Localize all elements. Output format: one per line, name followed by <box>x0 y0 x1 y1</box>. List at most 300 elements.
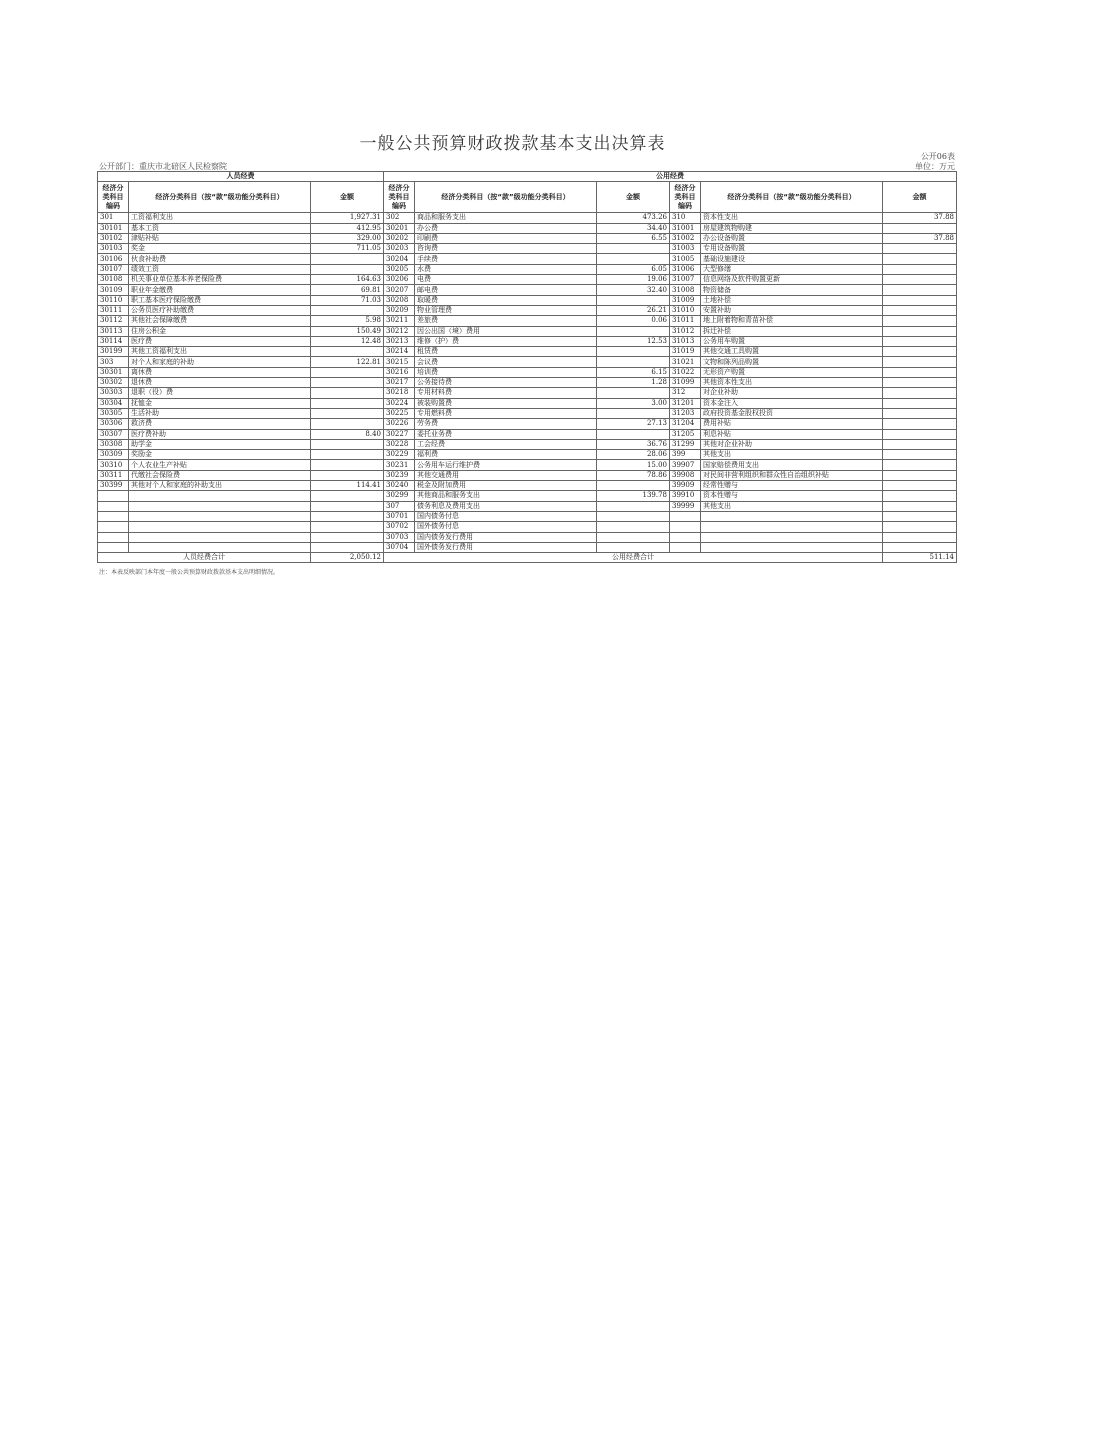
personnel-code-cell <box>98 542 129 552</box>
table-row <box>98 347 957 357</box>
table-row <box>98 408 957 418</box>
public-b-code-cell <box>670 532 701 542</box>
public-b-code-cell <box>670 511 701 521</box>
public-a-name-cell: 电费 <box>415 275 597 285</box>
public-a-amount-cell <box>597 481 670 491</box>
public-b-amount-cell <box>883 460 957 470</box>
table-row <box>98 429 957 439</box>
public-b-name-cell: 大型修缮 <box>701 264 883 274</box>
public-b-code-cell: 39908 <box>670 470 701 480</box>
public-a-amount-cell <box>597 532 670 542</box>
public-b-name-cell: 国家赔偿费用支出 <box>701 460 883 470</box>
public-a-name-cell: 因公出国（境）费用 <box>415 326 597 336</box>
personnel-amount-cell <box>311 532 384 542</box>
personnel-amount-cell <box>311 501 384 511</box>
public-a-code-cell: 30229 <box>384 450 415 460</box>
public-total-label: 公用经费合计 <box>384 553 883 563</box>
personnel-name-cell: 医疗费补助 <box>129 429 311 439</box>
personnel-name-cell: 住房公积金 <box>129 326 311 336</box>
public-b-amount-cell <box>883 264 957 274</box>
public-b-name-cell: 拆迁补偿 <box>701 326 883 336</box>
public-b-name-cell: 文物和陈列品购置 <box>701 357 883 367</box>
public-b-code-cell: 312 <box>670 388 701 398</box>
public-header: 公用经费 <box>384 172 957 182</box>
personnel-amount-cell: 412.95 <box>311 223 384 233</box>
public-a-code-cell: 30215 <box>384 357 415 367</box>
public-a-name-cell: 会议费 <box>415 357 597 367</box>
form-code: 公开06表 <box>920 152 955 161</box>
public-a-amount-cell <box>597 522 670 532</box>
public-a-name-cell: 工会经费 <box>415 439 597 449</box>
totals-row <box>98 553 957 563</box>
table-row <box>98 398 957 408</box>
public-a-name-cell: 专用燃料费 <box>415 408 597 418</box>
personnel-code-cell <box>98 491 129 501</box>
personnel-code-cell: 30301 <box>98 367 129 377</box>
public-a-code-cell: 30239 <box>384 470 415 480</box>
public-b-code-cell: 31201 <box>670 398 701 408</box>
table-row <box>98 542 957 552</box>
public-a-code-cell: 30218 <box>384 388 415 398</box>
public-a-code-cell: 30205 <box>384 264 415 274</box>
personnel-amount-cell <box>311 264 384 274</box>
public-a-code-cell: 30240 <box>384 481 415 491</box>
personnel-code-cell: 30308 <box>98 439 129 449</box>
code-header: 经济分类科目编码 <box>98 182 129 213</box>
personnel-name-cell: 奖励金 <box>129 450 311 460</box>
public-b-code-cell: 31021 <box>670 357 701 367</box>
public-b-name-cell <box>701 532 883 542</box>
public-a-name-cell: 培训费 <box>415 367 597 377</box>
public-b-code-cell: 31005 <box>670 254 701 264</box>
public-b-amount-cell <box>883 398 957 408</box>
public-a-amount-cell <box>597 542 670 552</box>
personnel-amount-cell <box>311 460 384 470</box>
personnel-code-cell: 30304 <box>98 398 129 408</box>
public-a-code-cell: 302 <box>384 213 415 223</box>
public-a-amount-cell: 6.55 <box>597 233 670 243</box>
personnel-code-cell: 30101 <box>98 223 129 233</box>
public-a-name-cell: 手续费 <box>415 254 597 264</box>
public-b-amount-cell <box>883 223 957 233</box>
personnel-amount-cell: 114.41 <box>311 481 384 491</box>
table-row <box>98 316 957 326</box>
personnel-amount-cell: 8.40 <box>311 429 384 439</box>
public-a-amount-cell: 28.06 <box>597 450 670 460</box>
personnel-code-cell: 30107 <box>98 264 129 274</box>
personnel-amount-cell: 1,927.31 <box>311 213 384 223</box>
public-a-amount-cell: 473.26 <box>597 213 670 223</box>
name-header: 经济分类科目（按“款”级功能分类科目） <box>415 182 597 213</box>
personnel-code-cell: 30399 <box>98 481 129 491</box>
public-b-code-cell: 31001 <box>670 223 701 233</box>
public-b-amount-cell <box>883 275 957 285</box>
table-row <box>98 460 957 470</box>
public-a-code-cell: 30701 <box>384 511 415 521</box>
table-row <box>98 439 957 449</box>
public-a-code-cell: 30702 <box>384 522 415 532</box>
public-b-code-cell: 31011 <box>670 316 701 326</box>
public-a-name-cell: 公务用车运行维护费 <box>415 460 597 470</box>
public-a-code-cell: 30216 <box>384 367 415 377</box>
public-a-code-cell: 30213 <box>384 336 415 346</box>
public-b-name-cell: 信息网络及软件购置更新 <box>701 275 883 285</box>
public-a-name-cell: 维修（护）费 <box>415 336 597 346</box>
table-row <box>98 522 957 532</box>
public-a-amount-cell: 6.15 <box>597 367 670 377</box>
table-row <box>98 419 957 429</box>
public-b-code-cell: 31299 <box>670 439 701 449</box>
public-b-amount-cell <box>883 347 957 357</box>
public-b-amount-cell <box>883 244 957 254</box>
table-row <box>98 295 957 305</box>
public-b-amount-cell <box>883 511 957 521</box>
public-b-amount-cell <box>883 295 957 305</box>
amount-header: 金额 <box>597 182 670 213</box>
public-b-name-cell: 办公设备购置 <box>701 233 883 243</box>
personnel-code-cell: 30112 <box>98 316 129 326</box>
personnel-amount-cell <box>311 388 384 398</box>
public-b-name-cell: 安置补助 <box>701 305 883 315</box>
public-b-code-cell: 39910 <box>670 491 701 501</box>
public-b-code-cell: 31099 <box>670 378 701 388</box>
public-b-code-cell: 31007 <box>670 275 701 285</box>
public-b-amount-cell <box>883 254 957 264</box>
public-a-name-cell: 委托业务费 <box>415 429 597 439</box>
table-row <box>98 244 957 254</box>
public-a-code-cell: 30207 <box>384 285 415 295</box>
code-header: 经济分类科目编码 <box>670 182 701 213</box>
personnel-code-cell: 30302 <box>98 378 129 388</box>
table-row <box>98 378 957 388</box>
public-total-amount: 511.14 <box>883 553 957 563</box>
personnel-name-cell <box>129 511 311 521</box>
personnel-amount-cell <box>311 347 384 357</box>
personnel-code-cell: 30114 <box>98 336 129 346</box>
public-a-code-cell: 30203 <box>384 244 415 254</box>
public-b-amount-cell <box>883 419 957 429</box>
public-a-code-cell: 30299 <box>384 491 415 501</box>
public-a-code-cell: 30201 <box>384 223 415 233</box>
personnel-code-cell: 30103 <box>98 244 129 254</box>
personnel-name-cell: 机关事业单位基本养老保险费 <box>129 275 311 285</box>
public-b-amount-cell <box>883 532 957 542</box>
personnel-code-cell: 30108 <box>98 275 129 285</box>
public-a-code-cell: 30703 <box>384 532 415 542</box>
public-b-name-cell: 利息补贴 <box>701 429 883 439</box>
public-a-amount-cell <box>597 357 670 367</box>
public-b-name-cell: 物资储备 <box>701 285 883 295</box>
public-b-name-cell: 无形资产购置 <box>701 367 883 377</box>
public-a-code-cell: 30211 <box>384 316 415 326</box>
public-a-amount-cell: 0.06 <box>597 316 670 326</box>
table-row <box>98 450 957 460</box>
personnel-amount-cell <box>311 542 384 552</box>
public-b-code-cell: 31205 <box>670 429 701 439</box>
public-b-code-cell: 39907 <box>670 460 701 470</box>
personnel-amount-cell <box>311 305 384 315</box>
public-b-name-cell: 其他交通工具购置 <box>701 347 883 357</box>
public-a-code-cell: 30204 <box>384 254 415 264</box>
name-header: 经济分类科目（按“款”级功能分类科目） <box>129 182 311 213</box>
table-row <box>98 470 957 480</box>
public-a-amount-cell: 1.28 <box>597 378 670 388</box>
public-b-name-cell: 其他资本性支出 <box>701 378 883 388</box>
public-a-name-cell: 印刷费 <box>415 233 597 243</box>
personnel-code-cell: 30199 <box>98 347 129 357</box>
personnel-amount-cell <box>311 254 384 264</box>
table-row <box>98 264 957 274</box>
personnel-name-cell: 奖金 <box>129 244 311 254</box>
personnel-code-cell <box>98 532 129 542</box>
personnel-amount-cell: 164.63 <box>311 275 384 285</box>
personnel-name-cell: 代缴社会保险费 <box>129 470 311 480</box>
personnel-name-cell: 公务员医疗补助缴费 <box>129 305 311 315</box>
personnel-amount-cell <box>311 367 384 377</box>
public-a-amount-cell: 26.21 <box>597 305 670 315</box>
personnel-name-cell: 职业年金缴费 <box>129 285 311 295</box>
public-b-amount-cell <box>883 522 957 532</box>
personnel-amount-cell <box>311 398 384 408</box>
public-a-code-cell: 30231 <box>384 460 415 470</box>
public-b-name-cell: 地上附着物和青苗补偿 <box>701 316 883 326</box>
public-a-name-cell: 水费 <box>415 264 597 274</box>
public-b-name-cell: 土地补偿 <box>701 295 883 305</box>
public-a-amount-cell: 32.40 <box>597 285 670 295</box>
public-b-amount-cell <box>883 316 957 326</box>
code-header: 经济分类科目编码 <box>384 182 415 213</box>
table-row <box>98 305 957 315</box>
table-row <box>98 213 957 223</box>
public-a-name-cell: 咨询费 <box>415 244 597 254</box>
personnel-name-cell: 助学金 <box>129 439 311 449</box>
personnel-name-cell: 离休费 <box>129 367 311 377</box>
public-a-name-cell: 办公费 <box>415 223 597 233</box>
personnel-name-cell: 津贴补贴 <box>129 233 311 243</box>
table-row <box>98 491 957 501</box>
public-b-amount-cell <box>883 470 957 480</box>
public-a-name-cell: 差旅费 <box>415 316 597 326</box>
public-a-name-cell: 债务利息及费用支出 <box>415 501 597 511</box>
public-a-amount-cell: 12.53 <box>597 336 670 346</box>
public-b-name-cell: 资本性支出 <box>701 213 883 223</box>
public-b-name-cell: 经常性赠与 <box>701 481 883 491</box>
public-a-amount-cell: 15.00 <box>597 460 670 470</box>
personnel-amount-cell <box>311 408 384 418</box>
public-b-amount-cell <box>883 326 957 336</box>
personnel-name-cell: 抚恤金 <box>129 398 311 408</box>
personnel-name-cell: 其他对个人和家庭的补助支出 <box>129 481 311 491</box>
table-row <box>98 501 957 511</box>
public-b-name-cell <box>701 511 883 521</box>
public-a-name-cell: 租赁费 <box>415 347 597 357</box>
amount-header: 金额 <box>883 182 957 213</box>
public-b-code-cell: 399 <box>670 450 701 460</box>
public-b-code-cell: 31002 <box>670 233 701 243</box>
public-b-code-cell <box>670 542 701 552</box>
public-b-amount-cell <box>883 388 957 398</box>
personnel-name-cell: 退休费 <box>129 378 311 388</box>
public-b-code-cell: 31013 <box>670 336 701 346</box>
public-b-name-cell: 对民间非营利组织和群众性自治组织补贴 <box>701 470 883 480</box>
personnel-name-cell <box>129 522 311 532</box>
public-a-code-cell: 307 <box>384 501 415 511</box>
personnel-name-cell: 工资福利支出 <box>129 213 311 223</box>
department-label: 公开部门：重庆市北碚区人民检察院 <box>99 162 227 171</box>
table-row <box>98 357 957 367</box>
expenditure-table <box>97 171 957 563</box>
public-b-code-cell: 31019 <box>670 347 701 357</box>
public-b-code-cell: 31010 <box>670 305 701 315</box>
table-row <box>98 254 957 264</box>
public-a-name-cell: 取暖费 <box>415 295 597 305</box>
personnel-name-cell: 个人农业生产补贴 <box>129 460 311 470</box>
personnel-code-cell <box>98 522 129 532</box>
public-b-name-cell: 资本金注入 <box>701 398 883 408</box>
public-a-name-cell: 公务接待费 <box>415 378 597 388</box>
public-a-name-cell: 国外债务付息 <box>415 522 597 532</box>
personnel-amount-cell: 5.98 <box>311 316 384 326</box>
public-b-amount-cell: 37.88 <box>883 233 957 243</box>
public-b-code-cell: 310 <box>670 213 701 223</box>
public-b-name-cell <box>701 522 883 532</box>
personnel-total-label: 人员经费合计 <box>98 553 311 563</box>
public-b-amount-cell <box>883 429 957 439</box>
personnel-amount-cell <box>311 491 384 501</box>
public-a-name-cell: 商品和服务支出 <box>415 213 597 223</box>
public-b-code-cell: 31012 <box>670 326 701 336</box>
personnel-name-cell: 对个人和家庭的补助 <box>129 357 311 367</box>
public-b-name-cell: 资本性赠与 <box>701 491 883 501</box>
public-a-amount-cell: 19.06 <box>597 275 670 285</box>
public-b-amount-cell <box>883 285 957 295</box>
personnel-code-cell <box>98 511 129 521</box>
public-a-name-cell: 专用材料费 <box>415 388 597 398</box>
public-b-amount-cell <box>883 542 957 552</box>
public-a-name-cell: 物业管理费 <box>415 305 597 315</box>
public-a-amount-cell <box>597 254 670 264</box>
public-b-code-cell: 39999 <box>670 501 701 511</box>
personnel-code-cell: 30310 <box>98 460 129 470</box>
public-a-amount-cell <box>597 326 670 336</box>
public-a-amount-cell: 78.86 <box>597 470 670 480</box>
personnel-name-cell: 基本工资 <box>129 223 311 233</box>
public-b-amount-cell <box>883 439 957 449</box>
personnel-name-cell <box>129 491 311 501</box>
personnel-total-amount: 2,050.12 <box>311 553 384 563</box>
personnel-amount-cell: 71.03 <box>311 295 384 305</box>
personnel-name-cell: 救济费 <box>129 419 311 429</box>
public-a-name-cell: 国外债务发行费用 <box>415 542 597 552</box>
public-a-amount-cell <box>597 244 670 254</box>
personnel-code-cell: 30306 <box>98 419 129 429</box>
public-a-code-cell: 30206 <box>384 275 415 285</box>
public-b-code-cell: 39909 <box>670 481 701 491</box>
public-b-name-cell <box>701 542 883 552</box>
personnel-code-cell: 30305 <box>98 408 129 418</box>
public-a-name-cell: 国内债务付息 <box>415 511 597 521</box>
table-row <box>98 481 957 491</box>
table-row <box>98 285 957 295</box>
public-b-name-cell: 基础设施建设 <box>701 254 883 264</box>
personnel-name-cell <box>129 501 311 511</box>
table-row <box>98 223 957 233</box>
table-row <box>98 275 957 285</box>
public-b-name-cell: 其他对企业补助 <box>701 439 883 449</box>
personnel-code-cell: 30303 <box>98 388 129 398</box>
table-body <box>98 213 957 553</box>
public-b-amount-cell <box>883 450 957 460</box>
footnote: 注：本表反映部门本年度一般公共预算财政拨款基本支出明细情况。 <box>99 569 280 576</box>
personnel-amount-cell: 122.81 <box>311 357 384 367</box>
public-b-name-cell: 公务用车购置 <box>701 336 883 346</box>
personnel-header: 人员经费 <box>98 172 384 182</box>
personnel-code-cell <box>98 501 129 511</box>
public-a-name-cell: 邮电费 <box>415 285 597 295</box>
personnel-code-cell: 30106 <box>98 254 129 264</box>
public-a-amount-cell <box>597 408 670 418</box>
personnel-name-cell: 伙食补助费 <box>129 254 311 264</box>
personnel-code-cell: 30309 <box>98 450 129 460</box>
personnel-amount-cell <box>311 522 384 532</box>
public-b-code-cell: 31008 <box>670 285 701 295</box>
public-b-name-cell: 其他支出 <box>701 501 883 511</box>
table-row <box>98 511 957 521</box>
public-b-name-cell: 政府投资基金股权投资 <box>701 408 883 418</box>
name-header: 经济分类科目（按“款”级功能分类科目） <box>701 182 883 213</box>
personnel-code-cell: 30102 <box>98 233 129 243</box>
public-b-amount-cell: 37.88 <box>883 213 957 223</box>
public-a-amount-cell: 6.05 <box>597 264 670 274</box>
public-b-code-cell: 31006 <box>670 264 701 274</box>
personnel-name-cell: 职工基本医疗保险缴费 <box>129 295 311 305</box>
table-row <box>98 233 957 243</box>
public-a-code-cell: 30226 <box>384 419 415 429</box>
table-row <box>98 336 957 346</box>
public-a-name-cell: 被装购置费 <box>415 398 597 408</box>
public-b-amount-cell <box>883 367 957 377</box>
public-b-code-cell: 31022 <box>670 367 701 377</box>
personnel-name-cell: 生活补助 <box>129 408 311 418</box>
personnel-amount-cell <box>311 470 384 480</box>
public-a-amount-cell: 34.40 <box>597 223 670 233</box>
personnel-name-cell <box>129 532 311 542</box>
unit-label: 单位：万元 <box>915 162 955 171</box>
personnel-code-cell: 30111 <box>98 305 129 315</box>
public-a-name-cell: 其他交通费用 <box>415 470 597 480</box>
personnel-name-cell: 退职（役）费 <box>129 388 311 398</box>
public-a-amount-cell: 36.76 <box>597 439 670 449</box>
table-row <box>98 326 957 336</box>
personnel-code-cell: 30109 <box>98 285 129 295</box>
personnel-name-cell: 其他工资福利支出 <box>129 347 311 357</box>
personnel-amount-cell: 69.81 <box>311 285 384 295</box>
public-b-name-cell: 其他支出 <box>701 450 883 460</box>
public-a-name-cell: 福利费 <box>415 450 597 460</box>
personnel-amount-cell: 12.48 <box>311 336 384 346</box>
personnel-amount-cell <box>311 419 384 429</box>
public-b-amount-cell <box>883 336 957 346</box>
personnel-amount-cell: 329.00 <box>311 233 384 243</box>
public-a-name-cell: 劳务费 <box>415 419 597 429</box>
public-a-code-cell: 30224 <box>384 398 415 408</box>
personnel-code-cell: 30307 <box>98 429 129 439</box>
public-b-amount-cell <box>883 408 957 418</box>
amount-header: 金额 <box>311 182 384 213</box>
public-a-code-cell: 30209 <box>384 305 415 315</box>
personnel-code-cell: 30113 <box>98 326 129 336</box>
public-a-code-cell: 30202 <box>384 233 415 243</box>
